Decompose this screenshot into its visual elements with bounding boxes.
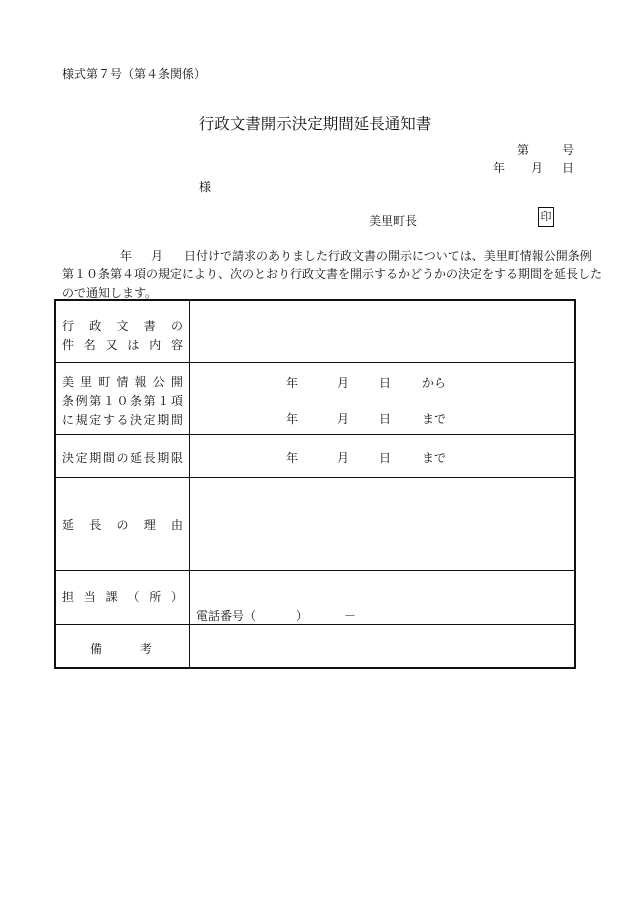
label-char: 条 xyxy=(62,394,75,408)
label-char: 所 xyxy=(149,590,162,604)
form-number: 様式第７号（第４条関係） xyxy=(62,67,207,81)
label-char: 期 xyxy=(157,413,170,427)
label-char: ０ xyxy=(116,394,129,408)
label-extension-reason xyxy=(62,516,183,535)
label-char: 決 xyxy=(130,413,143,427)
body-year: 年 xyxy=(120,249,133,263)
label-char: る xyxy=(116,413,129,427)
row-divider xyxy=(56,570,574,571)
label-char: 件 xyxy=(62,338,75,352)
label-char: 決 xyxy=(62,451,75,465)
label-char: 報 xyxy=(134,375,147,389)
label-extension-deadline xyxy=(62,449,183,468)
doc-number-prefix: 第 xyxy=(517,143,530,157)
label-char: 考 xyxy=(139,642,152,656)
row-divider xyxy=(56,624,574,625)
label-line xyxy=(62,373,183,392)
notice-table xyxy=(54,299,576,669)
label-char: の xyxy=(116,451,129,465)
column-divider xyxy=(189,301,190,667)
document-title: 行政文書開示決定期間延長通知書 xyxy=(198,115,432,133)
period-from-day: 日 xyxy=(379,376,392,390)
deadline-year: 年 xyxy=(286,451,299,465)
label-char: 行 xyxy=(62,319,75,333)
row-divider xyxy=(56,477,574,478)
label-line xyxy=(62,449,183,468)
label-char: 町 xyxy=(98,375,111,389)
label-char: 課 xyxy=(105,590,118,604)
label-char: １ xyxy=(157,394,170,408)
row-divider xyxy=(56,362,574,363)
label-char: 条 xyxy=(130,394,143,408)
label-line xyxy=(90,640,152,659)
label-char: に xyxy=(62,413,75,427)
label-char: の xyxy=(116,518,129,532)
label-line xyxy=(62,516,183,535)
phone-label: 電話番号（ xyxy=(196,609,257,623)
label-char: 内 xyxy=(149,338,162,352)
label-char: 延 xyxy=(130,451,143,465)
body-line3: ので通知します。 xyxy=(62,286,158,300)
period-from-suffix: から xyxy=(422,376,447,390)
label-char: 又 xyxy=(105,338,118,352)
period-to-suffix: まで xyxy=(422,412,447,426)
label-responsible-section xyxy=(62,588,183,607)
label-char: 容 xyxy=(170,338,183,352)
label-char: 情 xyxy=(116,375,129,389)
label-line xyxy=(62,411,183,430)
period-to-day: 日 xyxy=(379,412,392,426)
deadline-suffix: まで xyxy=(422,451,447,465)
label-char: 第 xyxy=(143,394,156,408)
label-char: 里 xyxy=(80,375,93,389)
label-decision-period xyxy=(62,373,183,430)
label-char: 担 xyxy=(62,590,75,604)
label-char: 長 xyxy=(143,451,156,465)
label-line xyxy=(62,317,183,336)
label-char: 理 xyxy=(143,518,156,532)
label-char: の xyxy=(170,319,183,333)
label-char: ） xyxy=(170,590,183,604)
label-char: 項 xyxy=(170,394,183,408)
period-from-month: 月 xyxy=(337,376,350,390)
label-char: 第 xyxy=(89,394,102,408)
phone-close-paren: ） xyxy=(296,609,309,623)
label-char: 期 xyxy=(157,451,170,465)
label-line xyxy=(62,588,183,607)
label-char: 間 xyxy=(170,413,183,427)
body-line1: 日付けで請求のありました行政文書の開示については、美里町情報公開条例 xyxy=(184,249,592,263)
issue-date-year: 年 xyxy=(493,161,506,175)
label-char: 文 xyxy=(116,319,129,333)
label-document-name xyxy=(62,317,183,355)
addressee-suffix: 様 xyxy=(199,180,212,194)
label-char: 定 xyxy=(75,451,88,465)
label-char: 規 xyxy=(75,413,88,427)
body-line2: 第１０条第４項の規定により、次のとおり行政文書を開示するかどうかの決定をする期間を延長した xyxy=(62,267,603,281)
label-char: 例 xyxy=(75,394,88,408)
issue-date-month: 月 xyxy=(531,161,544,175)
label-char: 開 xyxy=(170,375,183,389)
label-char: 間 xyxy=(102,451,115,465)
label-char: 政 xyxy=(89,319,102,333)
seal-box: 印 xyxy=(538,207,554,227)
label-char: 定 xyxy=(89,413,102,427)
label-char: す xyxy=(102,413,115,427)
deadline-day: 日 xyxy=(379,451,392,465)
label-char: は xyxy=(127,338,140,352)
label-remarks xyxy=(90,640,152,659)
label-char: 定 xyxy=(143,413,156,427)
deadline-month: 月 xyxy=(337,451,350,465)
extension-reason-field[interactable] xyxy=(196,491,566,561)
label-char: １ xyxy=(102,394,115,408)
label-char: （ xyxy=(127,590,140,604)
period-to-month: 月 xyxy=(337,412,350,426)
body-month: 月 xyxy=(151,249,164,263)
label-char: 備 xyxy=(90,642,103,656)
phone-dash: － xyxy=(344,609,357,623)
period-from-year: 年 xyxy=(286,376,299,390)
label-char: 当 xyxy=(83,590,96,604)
label-char: 美 xyxy=(62,375,75,389)
row-divider xyxy=(56,434,574,435)
label-line xyxy=(62,392,183,411)
issue-date-day: 日 xyxy=(562,161,575,175)
label-char: 書 xyxy=(143,319,156,333)
period-to-year: 年 xyxy=(286,412,299,426)
label-char: 由 xyxy=(170,518,183,532)
label-char: 延 xyxy=(62,518,75,532)
label-char: 限 xyxy=(170,451,183,465)
label-line xyxy=(62,336,183,355)
label-char: 名 xyxy=(83,338,96,352)
label-char: 期 xyxy=(89,451,102,465)
remarks-field[interactable] xyxy=(196,631,566,663)
document-name-field[interactable] xyxy=(196,321,566,345)
label-char: 公 xyxy=(152,375,165,389)
doc-number-suffix: 号 xyxy=(562,143,575,157)
label-char: 長 xyxy=(89,518,102,532)
sender-name: 美里町長 xyxy=(369,214,418,228)
